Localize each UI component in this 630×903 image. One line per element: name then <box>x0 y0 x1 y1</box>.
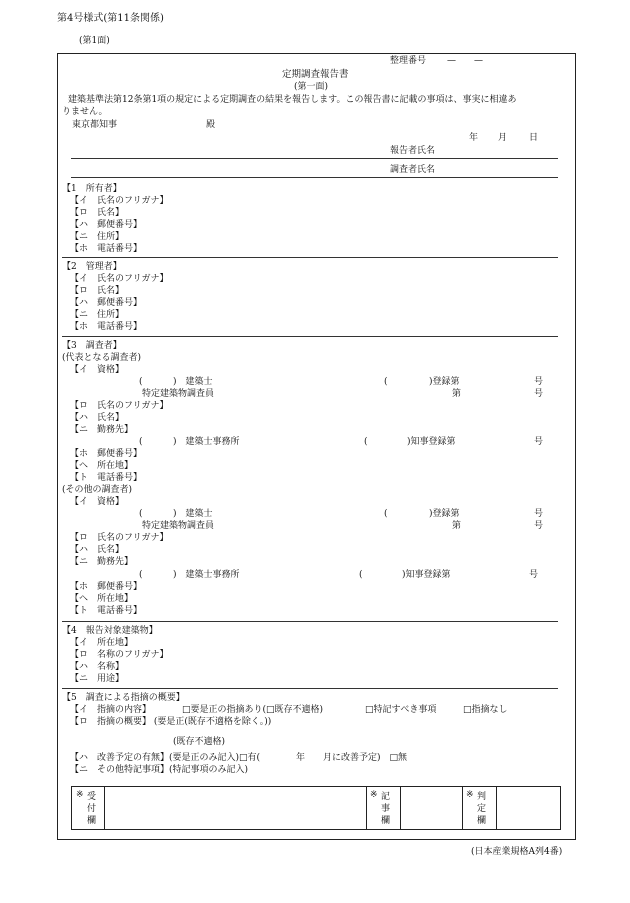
date-year: 年 <box>469 133 479 143</box>
go-label: 号 <box>529 570 539 580</box>
seiri-dashes: — — <box>447 56 484 66</box>
phone-label: 【ト 電話番号】 <box>70 606 143 616</box>
paren-open: ( <box>139 437 143 447</box>
s2-item: 【ニ 住所】 <box>70 310 125 320</box>
hantei-char: 定 <box>477 804 487 814</box>
kiji-char: 事 <box>381 804 391 814</box>
tokutei-label: 特定建築物調査員 <box>142 521 215 531</box>
finding-summary-label: 【ロ 指摘の概要】 (要是正(既存不適格を除く。)) <box>70 717 272 727</box>
office-label: ) 建築士事務所 <box>173 570 240 580</box>
governor-reg-label: )知事登録第 <box>402 570 451 580</box>
other-notes-label: 【ニ その他特記事項】(特記事項のみ記入) <box>70 765 249 775</box>
uketsuke-char: 受 <box>87 792 97 802</box>
governor-reg-label: )知事登録第 <box>407 437 456 447</box>
phone-label: 【ト 電話番号】 <box>70 473 143 483</box>
reporter-name-label: 報告者氏名 <box>390 146 436 156</box>
section2-heading: 【2 管理者】 <box>62 262 122 272</box>
s1-item: 【ニ 住所】 <box>70 232 125 242</box>
kiji-char: 記 <box>381 792 391 802</box>
section1-heading: 【1 所有者】 <box>62 184 122 194</box>
dai-label: 第 <box>452 389 462 399</box>
qual-label: 【イ 資格】 <box>70 497 125 507</box>
go-label: 号 <box>534 509 544 519</box>
s1-item: 【ハ 郵便番号】 <box>70 220 143 230</box>
address-label: 【ヘ 所在地】 <box>70 594 134 604</box>
date-month: 月 <box>498 133 508 143</box>
reg-open: ( <box>384 377 388 387</box>
s4-item: 【ハ 名称】 <box>70 662 125 672</box>
seiri-label: 整理番号 <box>390 56 427 66</box>
hantei-mark: ※ <box>466 790 474 800</box>
intro-text-2: りません。 <box>62 107 108 117</box>
hantei-char: 欄 <box>477 816 487 826</box>
furigana-label: 【ロ 氏名のフリガナ】 <box>70 401 169 411</box>
postal-label: 【ホ 郵便番号】 <box>70 582 143 592</box>
s1-item: 【ロ 氏名】 <box>70 208 125 218</box>
qual-label: 【イ 資格】 <box>70 365 125 375</box>
finding-content-label: 【イ 指摘の内容】 <box>70 705 152 715</box>
s4-item: 【ロ 名称のフリガナ】 <box>70 650 169 660</box>
reg-open: ( <box>359 570 363 580</box>
kenchikushi-label: ) 建築士 <box>173 377 213 387</box>
s2-item: 【ホ 電話番号】 <box>70 322 143 332</box>
dono: 殿 <box>206 120 216 130</box>
report-subtitle: (第一面) <box>294 82 329 92</box>
s1-item: 【イ 氏名のフリガナ】 <box>70 196 169 206</box>
checkbox-correction-required[interactable]: □要是正の指摘あり(□既存不適格) <box>182 705 324 715</box>
s2-item: 【ロ 氏名】 <box>70 286 125 296</box>
report-title: 定期調査報告書 <box>282 69 349 80</box>
uketsuke-mark: ※ <box>76 790 84 800</box>
s1-item: 【ホ 電話番号】 <box>70 244 143 254</box>
form-number: 第4号様式(第11条関係) <box>57 13 164 24</box>
hantei-char: 判 <box>477 792 487 802</box>
postal-label: 【ホ 郵便番号】 <box>70 449 143 459</box>
office-use-table <box>71 786 561 830</box>
improvement-plan-label[interactable]: 【ハ 改善予定の有無】(要是正のみ記入)□有( 年 月に改善予定) □無 <box>70 753 408 763</box>
checkbox-no-finding[interactable]: □指摘なし <box>463 705 508 715</box>
section5-heading: 【5 調査による指摘の概要】 <box>62 693 185 703</box>
s4-item: 【ニ 用途】 <box>70 674 125 684</box>
rep-investigator-label: (代表となる調査者) <box>62 353 142 363</box>
furigana-label: 【ロ 氏名のフリガナ】 <box>70 533 169 543</box>
s4-item: 【イ 所在地】 <box>70 638 134 648</box>
s2-item: 【ハ 郵便番号】 <box>70 298 143 308</box>
go-label: 号 <box>534 389 544 399</box>
paren-open: ( <box>139 509 143 519</box>
uketsuke-char: 付 <box>87 804 97 814</box>
tokutei-label: 特定建築物調査員 <box>142 389 215 399</box>
page-label: (第1面) <box>79 36 110 46</box>
name-label: 【ハ 氏名】 <box>70 545 125 555</box>
workplace-label: 【ニ 勤務先】 <box>70 557 134 567</box>
kenchikushi-label: ) 建築士 <box>173 509 213 519</box>
existing-nonconforming-label: (既存不適格) <box>173 737 226 747</box>
office-label: ) 建築士事務所 <box>173 437 240 447</box>
go-label: 号 <box>534 437 544 447</box>
section4-heading: 【4 報告対象建築物】 <box>62 626 158 636</box>
section3-heading: 【3 調査者】 <box>62 341 122 351</box>
paren-open: ( <box>139 570 143 580</box>
jis-footer: (日本産業規格A列4番) <box>471 847 563 857</box>
address-label: 【ヘ 所在地】 <box>70 461 134 471</box>
divider <box>62 688 558 689</box>
investigator-line <box>71 177 558 178</box>
divider <box>62 257 558 258</box>
divider <box>62 336 558 337</box>
checkbox-special-note[interactable]: □特記すべき事項 <box>365 705 437 715</box>
intro-text-1: 建築基準法第12条第1項の規定による定期調査の結果を報告します。この報告書に記載の事項は、事実に相違あ <box>68 95 517 105</box>
other-investigator-label: (その他の調査者) <box>62 485 133 495</box>
dai-label: 第 <box>452 521 462 531</box>
reg-open: ( <box>384 509 388 519</box>
paren-open: ( <box>139 377 143 387</box>
workplace-label: 【ニ 勤務先】 <box>70 425 134 435</box>
reg-label: )登録第 <box>429 377 460 387</box>
s2-item: 【イ 氏名のフリガナ】 <box>70 274 169 284</box>
date-day: 日 <box>529 133 539 143</box>
reg-label: )登録第 <box>429 509 460 519</box>
go-label: 号 <box>534 521 544 531</box>
investigator-name-label: 調査者氏名 <box>390 165 436 175</box>
uketsuke-char: 欄 <box>87 816 97 826</box>
name-label: 【ハ 氏名】 <box>70 413 125 423</box>
go-label: 号 <box>534 377 544 387</box>
kiji-mark: ※ <box>370 790 378 800</box>
reg-open: ( <box>364 437 368 447</box>
divider <box>62 621 558 622</box>
reporter-line <box>71 158 558 159</box>
addressee: 東京都知事 <box>72 120 118 130</box>
kiji-char: 欄 <box>381 816 391 826</box>
